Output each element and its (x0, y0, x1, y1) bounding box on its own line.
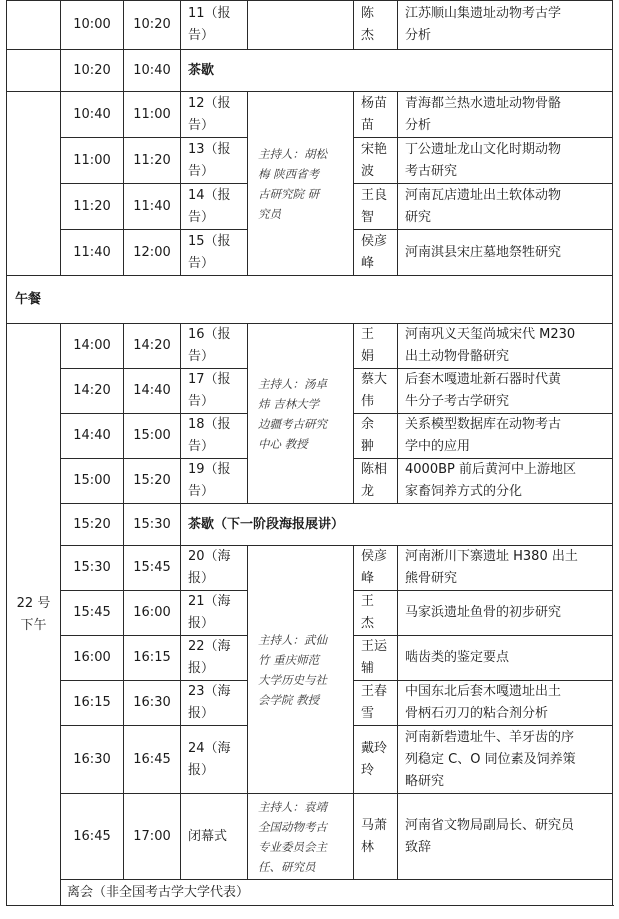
speaker: 蔡大 伟 (354, 369, 398, 414)
end-time: 16:45 (124, 726, 181, 794)
talk-number: 14（报 告） (181, 184, 248, 230)
speaker: 陈 杰 (354, 1, 398, 50)
end-time: 16:00 (124, 591, 181, 636)
session-row (7, 324, 613, 369)
speaker: 王春 雪 (354, 681, 398, 726)
day-cell-blank (7, 50, 61, 92)
talk-title: 后套木嘎遗址新石器时代黄 牛分子考古学研究 (398, 369, 613, 414)
talk-number: 19（报 告） (181, 459, 248, 504)
talk-number: 20（海 报） (181, 546, 248, 591)
start-time: 14:40 (61, 414, 124, 459)
start-time: 16:30 (61, 726, 124, 794)
end-time: 11:00 (124, 92, 181, 138)
end-time: 16:15 (124, 636, 181, 681)
end-time: 16:30 (124, 681, 181, 726)
break-row (7, 50, 613, 92)
speaker: 余 翀 (354, 414, 398, 459)
talk-title: 河南淇县宋庄墓地祭牲研究 (398, 230, 613, 276)
talk-number: 22（海 报） (181, 636, 248, 681)
session-row (7, 1, 613, 50)
start-time: 10:00 (61, 1, 124, 50)
end-time: 15:30 (124, 504, 181, 546)
closing-row (7, 794, 613, 880)
departure-row (7, 880, 613, 906)
end-time: 11:40 (124, 184, 181, 230)
break-row (7, 504, 613, 546)
talk-title: 江苏顺山集遗址动物考古学 分析 (398, 1, 613, 50)
day-cell-blank (7, 92, 61, 276)
session-host: 主持人：袁靖 全国动物考古 专业委员会主 任、研究员 (248, 794, 354, 880)
talk-title: 河南瓦店遗址出土软体动物 研究 (398, 184, 613, 230)
end-time: 14:20 (124, 324, 181, 369)
talk-number: 11（报 告） (181, 1, 248, 50)
end-time: 17:00 (124, 794, 181, 880)
start-time: 16:45 (61, 794, 124, 880)
talk-number: 16（报 告） (181, 324, 248, 369)
talk-title: 河南新砦遗址牛、羊牙齿的序 列稳定 C、O 同位素及饲养策 略研究 (398, 726, 613, 794)
start-time: 10:20 (61, 50, 124, 92)
speaker: 侯彦 峰 (354, 230, 398, 276)
end-time: 15:00 (124, 414, 181, 459)
talk-title: 4000BP 前后黄河中上游地区 家畜饲养方式的分化 (398, 459, 613, 504)
talk-number: 15（报 告） (181, 230, 248, 276)
day-cell-blank (7, 1, 61, 50)
end-time: 12:00 (124, 230, 181, 276)
day-label: 22 号 下午 (7, 324, 61, 906)
talk-title: 关系模型数据库在动物考古 学中的应用 (398, 414, 613, 459)
speaker: 王运 辅 (354, 636, 398, 681)
talk-number: 23（海 报） (181, 681, 248, 726)
session-host: 主持人：胡松 梅 陕西省考 古研究院 研 究员 (248, 92, 354, 276)
closing-label: 闭幕式 (181, 794, 248, 880)
schedule-table (6, 0, 613, 906)
start-time: 11:00 (61, 138, 124, 184)
start-time: 16:00 (61, 636, 124, 681)
start-time: 14:00 (61, 324, 124, 369)
talk-number: 24（海 报） (181, 726, 248, 794)
speaker: 王良 智 (354, 184, 398, 230)
start-time: 10:40 (61, 92, 124, 138)
talk-title: 啮齿类的鉴定要点 (398, 636, 613, 681)
talk-title: 马家浜遗址鱼骨的初步研究 (398, 591, 613, 636)
break-label: 茶歇（下一阶段海报展讲） (181, 504, 613, 546)
end-time: 14:40 (124, 369, 181, 414)
departure-label: 离会（非全国考古学大学代表） (61, 880, 613, 906)
session-host: 主持人：武仙 竹 重庆师范 大学历史与社 会学院 教授 (248, 546, 354, 794)
talk-title: 河南淅川下寨遗址 H380 出土 熊骨研究 (398, 546, 613, 591)
session-row (7, 546, 613, 591)
talk-title: 河南省文物局副局长、研究员 致辞 (398, 794, 613, 880)
lunch-label: 午餐 (7, 276, 613, 324)
speaker: 陈相 龙 (354, 459, 398, 504)
start-time: 16:15 (61, 681, 124, 726)
session-row (7, 92, 613, 138)
talk-title: 青海都兰热水遗址动物骨骼 分析 (398, 92, 613, 138)
session-host: 主持人：汤卓 炜 吉林大学 边疆考古研究 中心 教授 (248, 324, 354, 504)
end-time: 11:20 (124, 138, 181, 184)
host-cell-blank (248, 1, 354, 50)
start-time: 15:20 (61, 504, 124, 546)
lunch-row (7, 276, 613, 324)
speaker: 宋艳 波 (354, 138, 398, 184)
end-time: 10:20 (124, 1, 181, 50)
start-time: 11:40 (61, 230, 124, 276)
speaker: 侯彦 峰 (354, 546, 398, 591)
talk-number: 21（海 报） (181, 591, 248, 636)
talk-number: 17（报 告） (181, 369, 248, 414)
end-time: 15:20 (124, 459, 181, 504)
speaker: 杨苗 苗 (354, 92, 398, 138)
start-time: 15:45 (61, 591, 124, 636)
start-time: 15:00 (61, 459, 124, 504)
start-time: 15:30 (61, 546, 124, 591)
start-time: 14:20 (61, 369, 124, 414)
speaker: 王 杰 (354, 591, 398, 636)
talk-title: 中国东北后套木嘎遗址出土 骨柄石刃刀的粘合剂分析 (398, 681, 613, 726)
talk-number: 13（报 告） (181, 138, 248, 184)
speaker: 马萧 林 (354, 794, 398, 880)
speaker: 王 娟 (354, 324, 398, 369)
talk-number: 12（报 告） (181, 92, 248, 138)
break-label: 茶歇 (181, 50, 613, 92)
talk-title: 丁公遗址龙山文化时期动物 考古研究 (398, 138, 613, 184)
speaker: 戴玲 玲 (354, 726, 398, 794)
end-time: 15:45 (124, 546, 181, 591)
end-time: 10:40 (124, 50, 181, 92)
talk-title: 河南巩义天玺尚城宋代 M230 出土动物骨骼研究 (398, 324, 613, 369)
talk-number: 18（报 告） (181, 414, 248, 459)
start-time: 11:20 (61, 184, 124, 230)
